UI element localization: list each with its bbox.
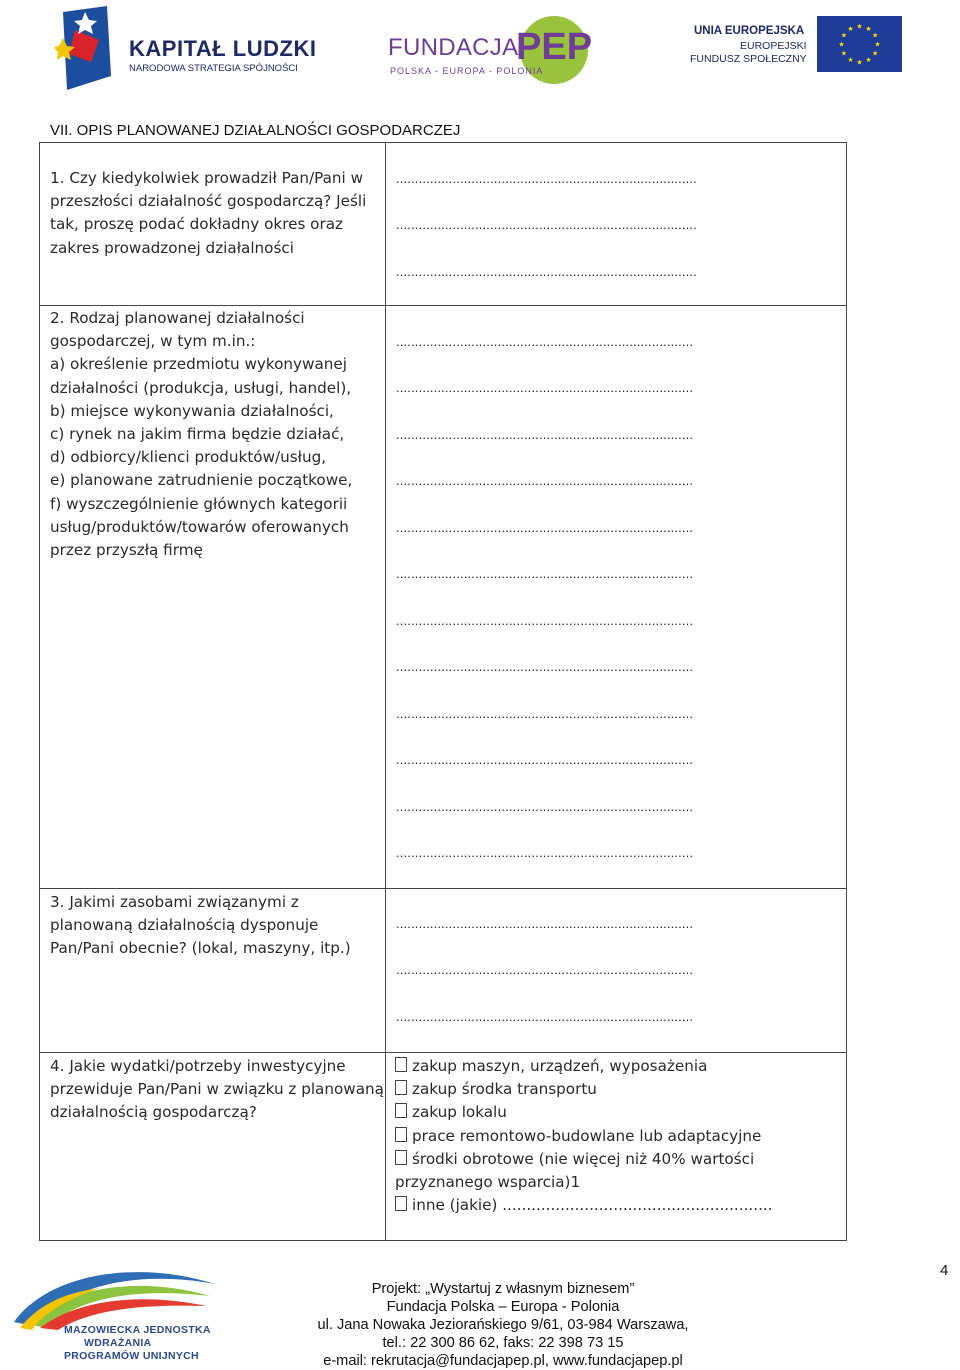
checkbox-icon[interactable]: [395, 1103, 407, 1118]
table-border-left: [39, 142, 40, 1241]
table-border-top: [39, 142, 847, 143]
answer-2-line-9[interactable]: ...............................................................................: [396, 706, 694, 721]
checkbox-icon[interactable]: [395, 1127, 407, 1142]
answer-2-line-4[interactable]: ...............................................................................: [396, 473, 694, 488]
answer-1-line-2[interactable]: ................................................................................: [396, 217, 697, 232]
unia-europejska-logo: [690, 16, 905, 76]
option-label: zakup lokalu: [412, 1103, 507, 1121]
mjwpu-swoosh-icon: [10, 1262, 222, 1332]
answer-2-line-11[interactable]: ...............................................................................: [396, 799, 694, 814]
eu-star-icon: ★: [856, 23, 863, 31]
answer-1-line-1[interactable]: ................................................................................: [396, 171, 697, 186]
question-3-text: 3. Jakimi zasobami związanymi z planowaną działalnością dysponuje Pan/Pani obecnie? (lokal, maszyny, itp.): [50, 893, 351, 958]
footer-project: Projekt: „Wystartuj z własnym biznesem”: [371, 1281, 635, 1297]
answer-2-line-10[interactable]: ...............................................................................: [396, 752, 694, 767]
answer-1-line-3[interactable]: ................................................................................: [396, 264, 697, 279]
mjwpu-line2: WDRAŻANIA: [84, 1337, 152, 1349]
footer-email: e-mail: rekrutacja@fundacjapep.pl, www.fundacjapep.pl: [323, 1353, 683, 1369]
answer-2-line-2[interactable]: ...............................................................................: [396, 380, 694, 395]
eu-star-icon: ★: [847, 57, 854, 65]
eu-star-icon: ★: [865, 25, 872, 33]
option-label: prace remontowo-budowlane lub adaptacyjne: [412, 1127, 762, 1145]
option-prace-remontowe[interactable]: [395, 1125, 845, 1148]
eu-star-icon: ★: [856, 59, 863, 67]
checkbox-icon[interactable]: [395, 1196, 407, 1211]
pep-word: PEP: [516, 26, 593, 68]
pep-tagline: POLSKA - EUROPA - POLONIA: [390, 66, 544, 76]
answer-3-line-1[interactable]: ...............................................................................: [396, 916, 694, 931]
answer-2-line-6[interactable]: ...............................................................................: [396, 566, 694, 581]
option-zakup-transportu[interactable]: [395, 1078, 845, 1101]
checkbox-icon[interactable]: [395, 1057, 407, 1072]
eu-star-icon: ★: [847, 25, 854, 33]
checkbox-icon[interactable]: [395, 1080, 407, 1095]
fundacja-pep-logo: [388, 14, 613, 84]
section-title: VII. OPIS PLANOWANEJ DZIAŁALNOŚCI GOSPODARCZEJ: [50, 122, 461, 139]
eu-star-icon: ★: [874, 41, 881, 49]
answer-2-line-12[interactable]: ...............................................................................: [396, 845, 694, 860]
eu-star-icon: ★: [838, 41, 845, 49]
answer-2-line-1[interactable]: ...............................................................................: [396, 334, 694, 349]
eu-star-icon: ★: [840, 32, 848, 40]
answer-3-line-2[interactable]: ...............................................................................: [396, 962, 694, 977]
option-label: zakup środka transportu: [412, 1080, 597, 1098]
ue-line1: UNIA EUROPEJSKA: [694, 25, 805, 37]
table-border-bottom: [39, 1240, 847, 1241]
option-zakup-maszyn[interactable]: [395, 1055, 845, 1078]
answer-2-line-7[interactable]: ...............................................................................: [396, 613, 694, 628]
table-row-divider-1: [39, 305, 847, 306]
answer-2-line-5[interactable]: ...............................................................................: [396, 520, 694, 535]
mjwpu-line3: PROGRAMÓW UNIJNYCH: [64, 1350, 199, 1362]
footer-contact: [280, 1280, 726, 1370]
answer-2-line-8[interactable]: ...............................................................................: [396, 659, 694, 674]
table-row-divider-2: [39, 888, 847, 889]
question-1-text: 1. Czy kiedykolwiek prowadził Pan/Pani w przeszłości działalność gospodarczą? Jeśli tak, proszę podać dokładny okres oraz zakres prowadzonej działalności: [50, 169, 367, 257]
eu-star-icon: ★: [865, 57, 872, 65]
option-srodki-obrotowe-cont: przyznanego wsparcia)1: [395, 1173, 581, 1191]
option-label: środki obrotowe (nie więcej niż 40% wartości: [412, 1150, 755, 1168]
option-inne[interactable]: [395, 1194, 845, 1217]
eu-flag-icon: [817, 16, 902, 72]
checkbox-icon[interactable]: [395, 1150, 407, 1165]
kapital-ludzki-tagline: NARODOWA STRATEGIA SPÓJNOŚCI: [129, 63, 298, 74]
kapital-ludzki-logo: [55, 6, 330, 90]
question-4-text: 4. Jakie wydatki/potrzeby inwestycyjne przewiduje Pan/Pani w związku z planowaną działalnością gospodarczą?: [50, 1057, 384, 1122]
question-2-text: 2. Rodzaj planowanej działalności gospodarczej, w tym m.in.: a) określenie przedmiotu wykonywanej działalności (produkcja, usługi, handel), b) miejsce wykonywania działalności, c) rynek na jakim firma będzie działać, d) odbiorcy/klienci produktów/usług, e) planowane zatrudnienie początkowe, f) wyszczególnienie głównych kategorii usług/produktów/towarów oferowanych przez przyszłą firmę: [50, 309, 353, 560]
option-srodki-obrotowe[interactable]: [395, 1148, 845, 1171]
table-border-right: [846, 142, 847, 1241]
footer-address: ul. Jana Nowaka Jeziorańskiego 9/61, 03-984 Warszawa,: [317, 1317, 689, 1333]
page-number: 4: [940, 1262, 949, 1279]
kapital-ludzki-name: KAPITAŁ LUDZKI: [129, 36, 317, 61]
answer-2-line-3[interactable]: ...............................................................................: [396, 427, 694, 442]
table-row-divider-3: [39, 1052, 847, 1053]
option-zakup-lokalu[interactable]: [395, 1101, 845, 1124]
answer-3-line-3[interactable]: ...............................................................................: [396, 1009, 694, 1024]
footer-phone: tel.: 22 300 86 62, faks: 22 398 73 15: [382, 1335, 624, 1351]
eu-star-icon: ★: [840, 50, 848, 58]
eu-star-icon: ★: [871, 32, 879, 40]
option-label: inne (jakie) ........................................................: [412, 1196, 773, 1214]
option-label: zakup maszyn, urządzeń, wyposażenia: [412, 1057, 708, 1075]
mjwpu-line1: MAZOWIECKA JEDNOSTKA: [64, 1324, 211, 1336]
ue-line3: FUNDUSZ SPOŁECZNY: [690, 53, 807, 65]
kapital-ludzki-flag-icon: [55, 6, 115, 90]
fundacja-word: FUNDACJA: [388, 34, 519, 61]
footer-organization: Fundacja Polska – Europa - Polonia: [386, 1299, 620, 1315]
table-border-middle: [385, 142, 386, 1241]
ue-line2: EUROPEJSKI: [740, 40, 807, 52]
eu-star-icon: ★: [871, 50, 879, 58]
mjwpu-logo: [10, 1262, 222, 1366]
